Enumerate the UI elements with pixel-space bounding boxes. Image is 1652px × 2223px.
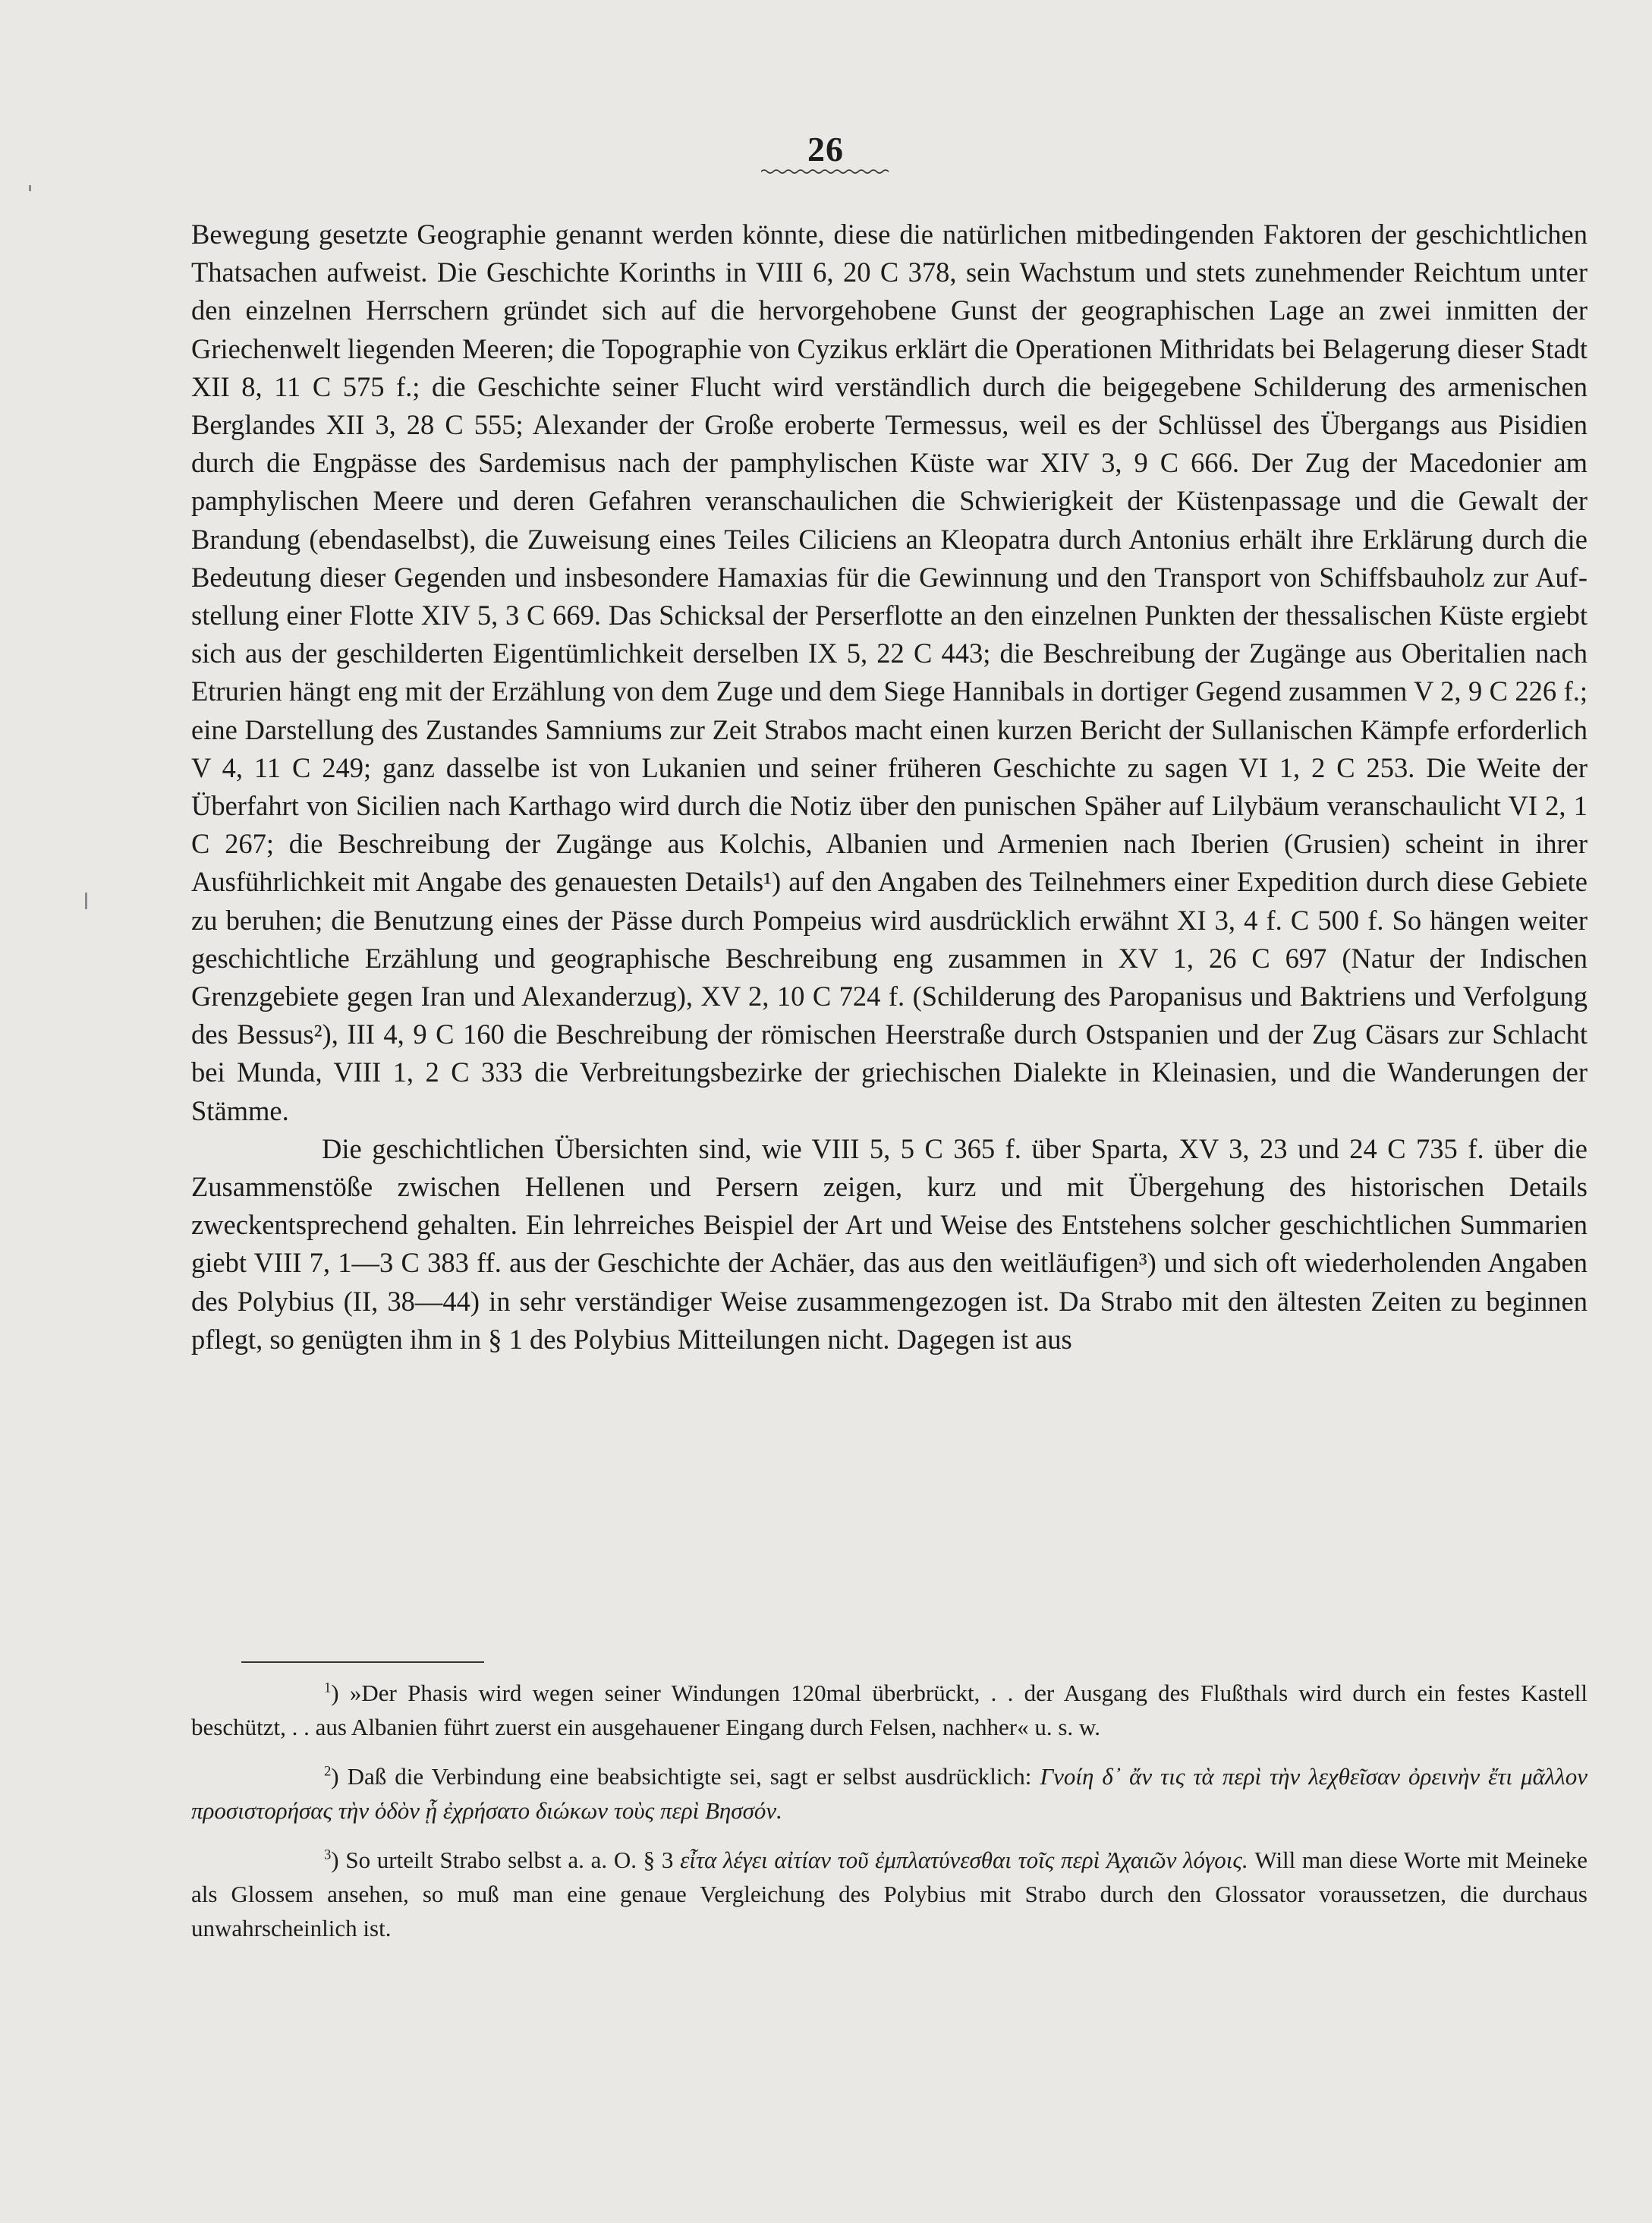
footnotes [191, 1676, 1587, 1960]
footnote-text-continued: Will man diese Worte mit Meineke als Glossem ansehen, so muß man eine genaue Vergleichung des Polybius mit Strabo durch den Glossator voraussetzen, die durchaus unwahrscheinlich ist. [191, 1847, 1588, 1941]
footnote-1: $^1$) »Der Phasis wird wegen seiner Windungen 120mal überbrückt, . . der Ausgang des Flußthals wird durch ein festes Kastell beschützt, . . aus Albanien führt zuerst ein ausgehauener Eingang durch Felsen, nachher« u. s. w. [191, 1680, 1588, 1740]
footnote-text: »Der Phasis wird wegen seiner Windungen 120mal überbrückt, . . der Ausgang des Flußthals wird durch ein festes Kastell beschützt, . . aus Albanien führt zuerst ein ausgehauener Eingang durch Felsen, nachher« u. s. w. [191, 1680, 1588, 1740]
paragraph-1: Bewegung gesetzte Geographie genannt werden könnte, diese die natürlichen mitbedingenden Faktoren der geschichtlichen Thatsachen aufweist. Die Geschichte Korinths in VIII 6, 20 C 378, sein Wachstum und stets zunehmender Reichtum unter den einzelnen Herrschern gründet sich auf die hervorgehobene Gunst der geographischen Lage an zwei inmitten der Griechenwelt liegenden Meeren; die Topographie von Cyzikus erklärt die Operationen Mithridats bei Belagerung dieser Stadt XII 8, 11 C 575 f.; die Geschichte seiner Flucht wird verständlich durch die beigegebene Schilderung des armenischen Berglandes XII 3, 28 C 555; Alexander der Große eroberte Termessus, weil es der Schlüssel des Übergangs aus Pisidien durch die Engpässe des Sardemisus nach der pamphylischen Küste war XIV 3, 9 C 666. Der Zug der Macedonier am pamphylischen Meere und deren Gefahren veranschaulichen die Schwierigkeit der Küstenpassage und die Gewalt der Brandung (ebendaselbst), die Zuweisung eines Teiles Ciliciens an Kleopatra durch Antonius erhält ihre Erklärung durch die Bedeutung dieser Gegenden und insbesondere Hamaxias für die Gewinnung und den Transport von Schiffsbauholz zur Aufstellung einer Flotte XIV 5, 3 C 669. Das Schicksal der Perserflotte an den einzelnen Punkten der thessalischen Küste ergiebt sich aus der geschilderten Eigentümlichkeit derselben IX 5, 22 C 443; die Beschreibung der Zugänge aus Oberitalien nach Etrurien hängt eng mit der Erzählung von dem Zuge und dem Siege Hannibals in dortiger Gegend zusammen V 2, 9 C 226 f.; eine Darstellung des Zustandes Samniums zur Zeit Strabos macht einen kurzen Bericht der Sullanischen Kämpfe erforderlich V 4, 11 C 249; ganz dasselbe ist von Lukanien und seiner früheren Geschichte zu sagen VI 1, 2 C 253. Die Weite der Überfahrt von Sicilien nach Karthago wird durch die Notiz über den punischen Späher auf Lilybäum veranschaulicht VI 2, 1 C 267; die Beschreibung der Zugänge aus Kolchis, Albanien und Armenien nach Iberien (Grusien) scheint in ihrer Ausführlichkeit mit Angabe des genauesten Details¹) auf den Angaben des Teilnehmers einer Expedition durch diese Gebiete zu beruhen; die Benutzung eines der Pässe durch Pompeius wird ausdrücklich erwähnt XI 3, 4 f. C 500 f. So hängen weiter geschichtliche Erzählung und geographische Beschreibung eng zusammen in XV 1, 26 C 697 (Natur der Indischen Grenzgebiete gegen Iran und Alexanderzug), XV 2, 10 C 724 f. (Schilderung des Paropanisus und Baktriens und Verfolgung des Bessus²), III 4, 9 C 160 die Beschreibung der römischen Heerstraße durch Ostspanien und der Zug Cäsars zur Schlacht bei Munda, VIII 1, 2 C 333 die Verbreitungsbezirke der griechischen Dialekte in Kleinasien, und die Wanderungen der Stämme. [191, 219, 1587, 1126]
footnote-2: $^2$) Daß die Verbindung eine beabsichtigte sei, sagt er selbst ausdrücklich: Γνοίη δ᾽ ἄν τις τὰ περὶ τὴν λεχθεῖσαν ὀρεινὴν ἔτι μᾶλλον προσιστορήσας τὴν ὁδὸν ᾗ ἐχρήσατο διώκων τοὺς περὶ Βησσόν. [191, 1763, 1588, 1824]
footnote-3: $^3$) So urteilt Strabo selbst a. a. O. § 3 εἶτα λέγει αἰτίαν τοῦ ἐμπλατύνεσθαι τοῖς περὶ Ἀχαιῶν λόγοις. Will man diese Worte mit Meineke als Glossem ansehen, so muß man eine genaue Vergleichung des Polybius mit Strabo durch den Glossator voraussetzen, die durchaus unwahrscheinlich ist. [191, 1847, 1588, 1941]
footnote-greek-quote: Γνοίη δ᾽ ἄν τις τὰ περὶ τὴν λεχθεῖσαν ὀρεινὴν ἔτι μᾶλλον προσιστορήσας τὴν ὁδὸν ᾗ ἐχρήσατο διώκων τοὺς περὶ Βησσόν. [191, 1763, 1588, 1824]
scan-edge-mark [85, 893, 87, 909]
footnote-marker: 3 [324, 1847, 332, 1863]
body-text [191, 216, 1587, 1359]
footnote-marker: 2 [324, 1763, 332, 1780]
scan-edge-mark [29, 185, 31, 191]
paragraph-2: Die geschichtlichen Übersichten sind, wie VIII 5, 5 C 365 f. über Sparta, XV 3, 23 und 24 C 735 f. über die Zusammenstöße zwischen Hellenen und Persern zeigen, kurz und mit Übergehung des historischen Details zweckentsprechend gehalten. Ein lehrreiches Beispiel der Art und Weise des Entstehens solcher geschichtlichen Summarien giebt VIII 7, 1—3 C 383 ff. aus der Geschichte der Achäer, das aus den weitläufigen³) und sich oft wiederholenden Angaben des Polybius (II, 38—44) in sehr verständiger Weise zusammengezogen ist. Da Strabo mit den ältesten Zeiten zu beginnen pflegt, so genügten ihm in § 1 des Polybius Mitteilungen nicht. Dagegen ist aus [191, 1132, 1587, 1355]
page-number-ornament [761, 168, 890, 175]
footnote-marker: 1 [324, 1680, 332, 1696]
footnote-greek-quote: εἶτα λέγει αἰτίαν τοῦ ἐμπλατύνεσθαι τοῖς περὶ Ἀχαιῶν λόγοις. [680, 1847, 1248, 1873]
footnote-text: Daß die Verbindung eine beabsichtigte sei, sagt er selbst ausdrücklich: [347, 1763, 1032, 1790]
page-number: 26 [807, 130, 844, 168]
footnote-divider [241, 1661, 484, 1663]
footnote-text: So urteilt Strabo selbst a. a. O. § 3 [345, 1847, 674, 1873]
